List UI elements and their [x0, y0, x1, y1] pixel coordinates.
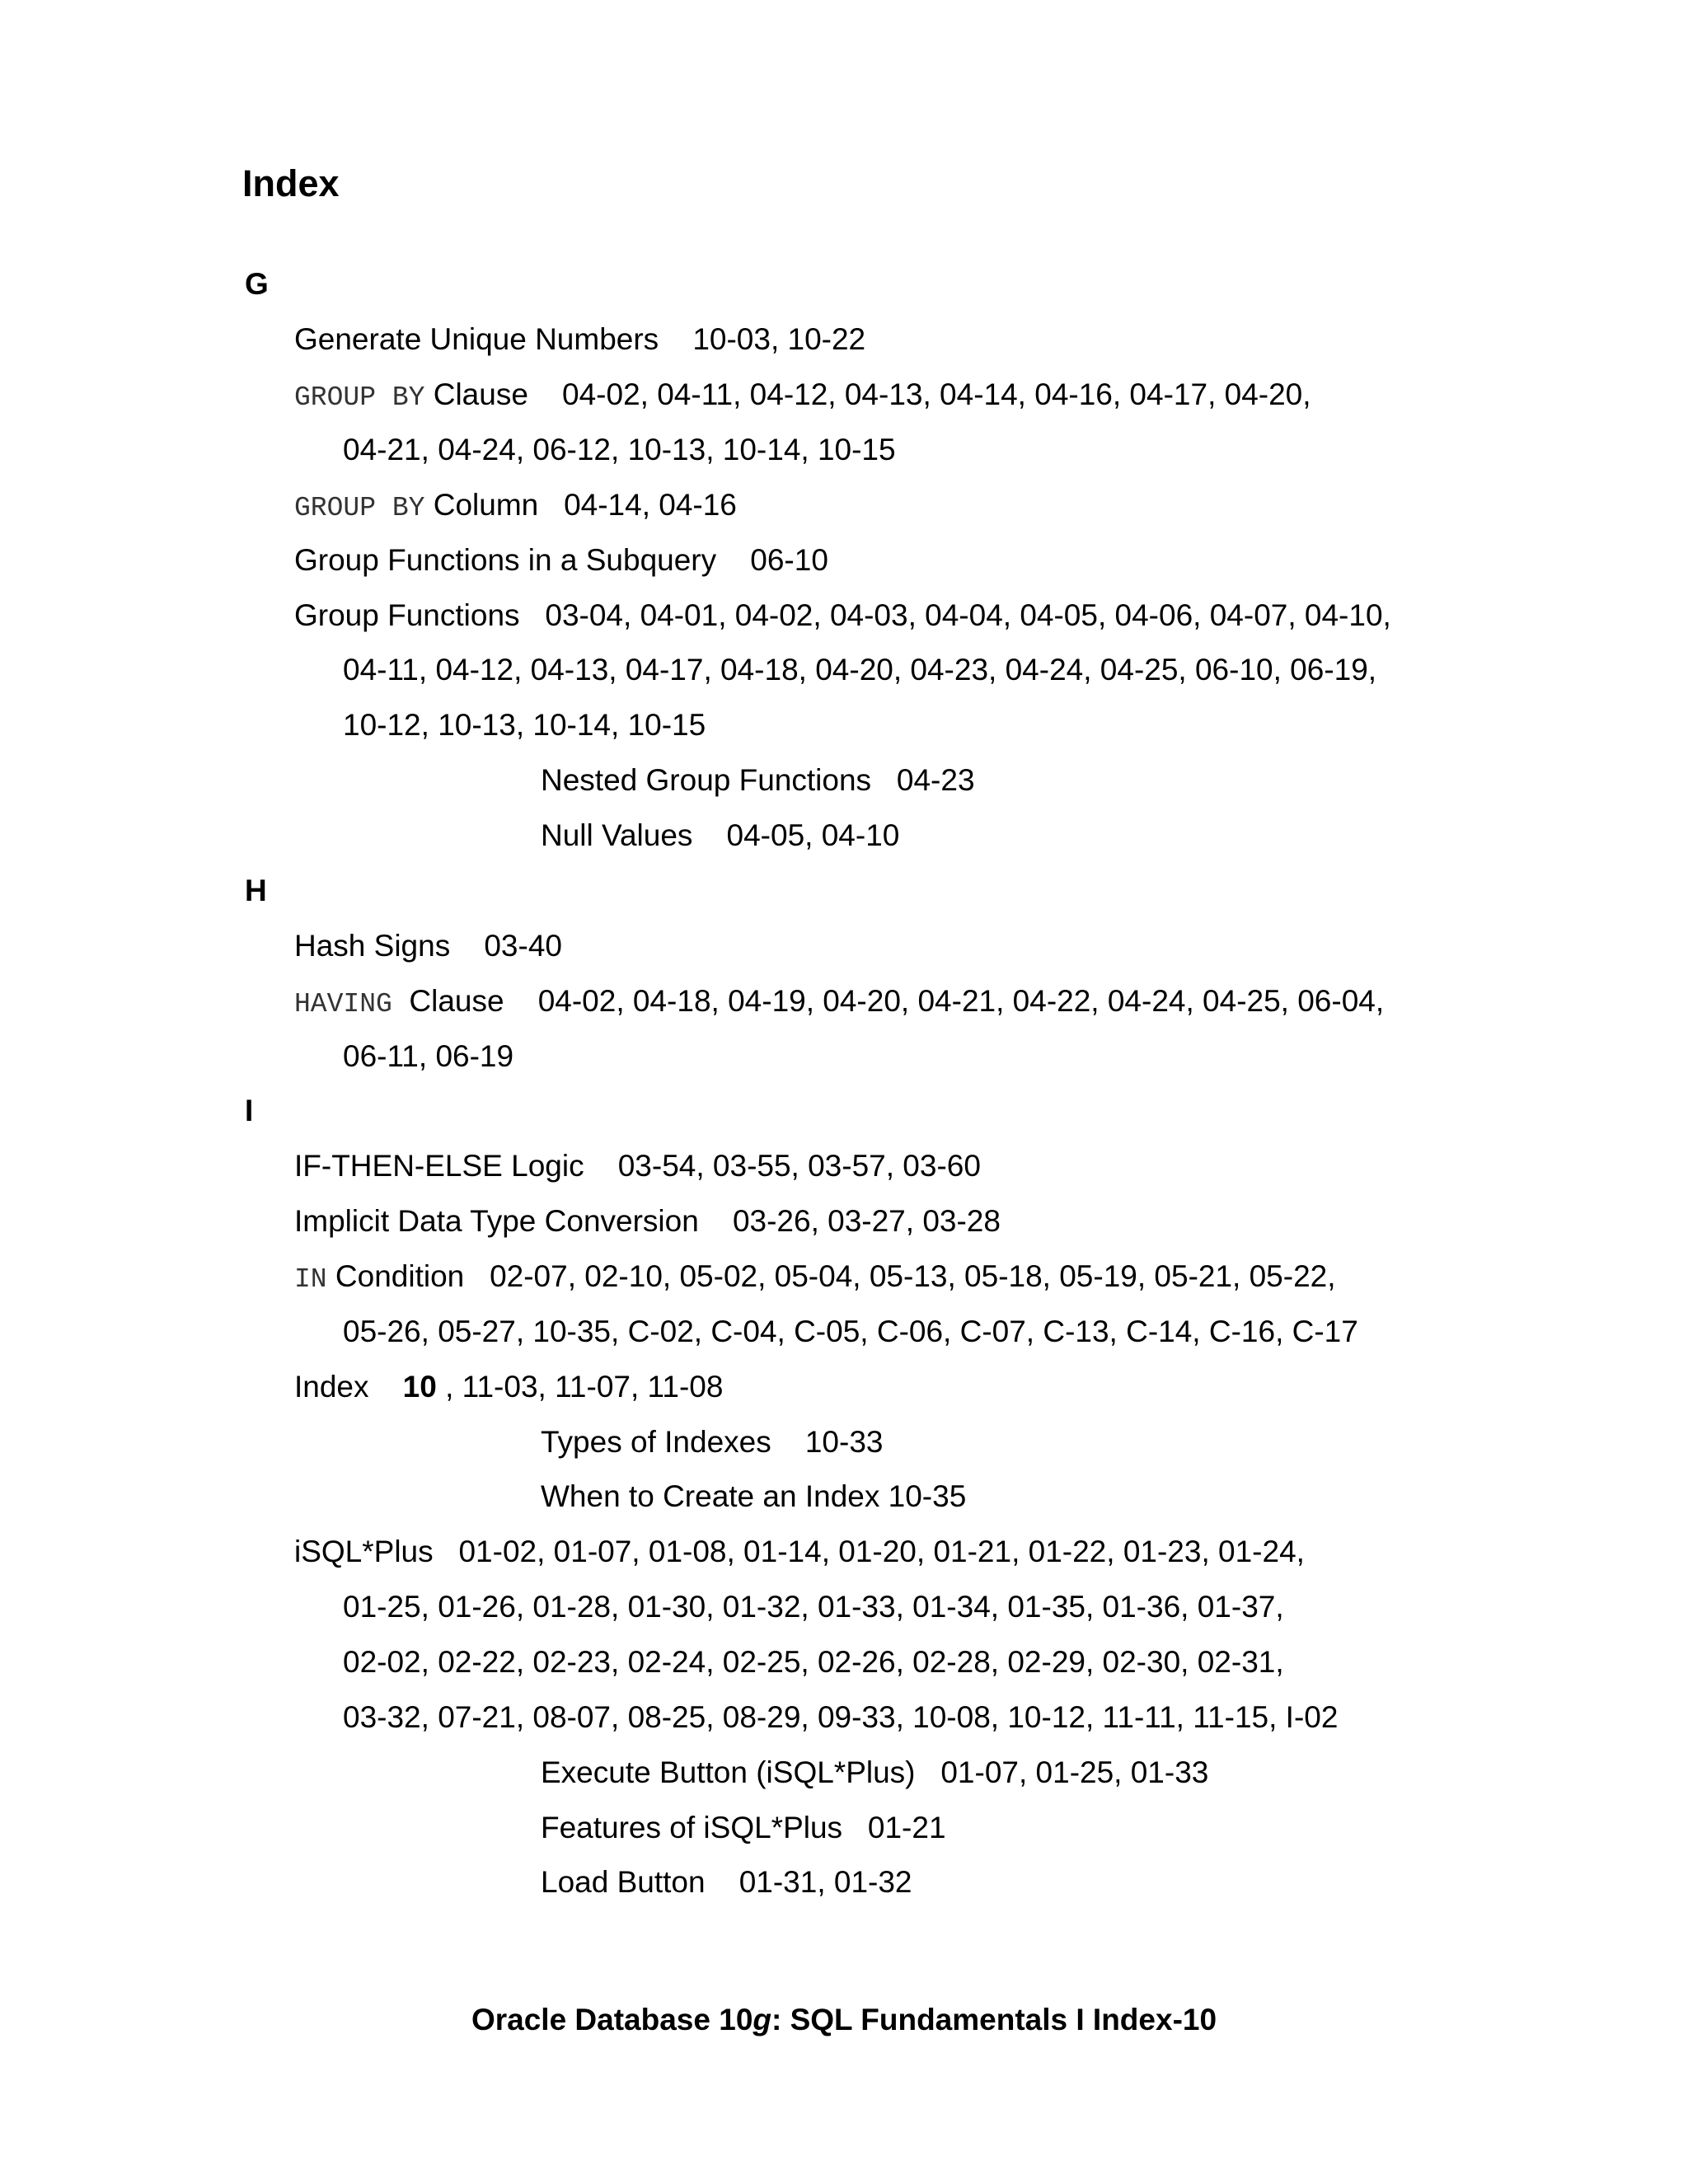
index-subentry-load-button: [541, 1867, 912, 1897]
entry-term: Clause: [409, 984, 504, 1018]
entry-code: GROUP BY: [294, 493, 425, 523]
entry-term: Load Button: [541, 1865, 706, 1899]
entry-refs-continued: 05-26, 05-27, 10-35, C-02, C-04, C-05, C-06, C-07, C-13, C-14, C-16, C-17: [343, 1315, 1358, 1348]
entry-refs: 04-05, 04-10: [726, 818, 900, 852]
entry-refs: 04-14, 04-16: [564, 488, 737, 522]
entry-refs: 10-03, 10-22: [692, 322, 866, 356]
entry-refs: 02-07, 02-10, 05-02, 05-04, 05-13, 05-18, 05-19, 05-21, 05-22,: [490, 1259, 1336, 1293]
entry-refs: , 11-03, 11-07, 11-08: [445, 1370, 724, 1404]
entry-code: HAVING: [294, 989, 392, 1019]
entry-term: Nested Group Functions: [541, 763, 872, 797]
index-entry-hash-signs: [294, 930, 562, 961]
entry-term: Features of iSQL*Plus: [541, 1811, 843, 1844]
index-entry-group-functions-subquery: [294, 545, 828, 575]
index-entry-in-condition: [294, 1261, 1336, 1293]
index-entry-having-clause: [294, 986, 1384, 1018]
entry-refs: 01-02, 01-07, 01-08, 01-14, 01-20, 01-21, 01-22, 01-23, 01-24,: [458, 1535, 1305, 1568]
page-title: Index: [242, 162, 340, 204]
index-subentry-types-of-indexes: [541, 1427, 884, 1457]
entry-refs: 03-54, 03-55, 03-57, 03-60: [617, 1149, 981, 1183]
index-entry-group-by-clause: [294, 379, 1311, 411]
entry-refs-continued: 01-25, 01-26, 01-28, 01-30, 01-32, 01-33, 01-34, 01-35, 01-36, 01-37,: [343, 1590, 1284, 1624]
entry-code: IN: [294, 1264, 327, 1295]
entry-refs: 10-35: [888, 1479, 967, 1513]
entry-refs-continued: 04-11, 04-12, 04-13, 04-17, 04-18, 04-20, 04-23, 04-24, 04-25, 06-10, 06-19,: [343, 653, 1377, 687]
section-letter-h: H: [245, 874, 267, 907]
index-subentry-when-to-create: [541, 1481, 966, 1511]
entry-term: Column: [433, 488, 539, 522]
entry-refs-continued: 02-02, 02-22, 02-23, 02-24, 02-25, 02-26, 02-28, 02-29, 02-30, 02-31,: [343, 1645, 1284, 1679]
entry-bold-ref: 10: [402, 1370, 437, 1404]
entry-term: Group Functions: [294, 598, 520, 632]
entry-term: When to Create an Index: [541, 1479, 880, 1513]
index-entry-group-by-column: [294, 490, 737, 522]
footer-prefix: Oracle Database 10: [471, 2003, 753, 2036]
entry-refs: 06-10: [750, 543, 828, 577]
entry-refs-continued: 04-21, 04-24, 06-12, 10-13, 10-14, 10-15: [343, 433, 896, 466]
entry-refs: 01-31, 01-32: [738, 1865, 912, 1899]
entry-term: Clause: [433, 377, 528, 411]
entry-refs-continued: 06-11, 06-19: [343, 1039, 514, 1073]
index-entry-index: [294, 1371, 723, 1402]
section-letter-i: I: [245, 1094, 254, 1127]
index-entry-group-functions: [294, 600, 1391, 630]
entry-term: Null Values: [541, 818, 693, 852]
index-entry-implicit-conversion: [294, 1206, 1001, 1236]
index-subentry-execute-button: [541, 1757, 1208, 1788]
entry-term: Types of Indexes: [541, 1425, 771, 1459]
entry-term: Hash Signs: [294, 929, 451, 963]
footer-suffix: : SQL Fundamentals I Index-10: [771, 2003, 1217, 2036]
entry-term: Execute Button (iSQL*Plus): [541, 1755, 916, 1789]
entry-term: Index: [294, 1370, 369, 1404]
entry-term: iSQL*Plus: [294, 1535, 434, 1568]
index-entry-generate-unique-numbers: [294, 324, 865, 354]
entry-refs: 04-02, 04-18, 04-19, 04-20, 04-21, 04-22, 04-24, 04-25, 06-04,: [537, 984, 1385, 1018]
entry-refs-continued: 03-32, 07-21, 08-07, 08-25, 08-29, 09-33, 10-08, 10-12, 11-11, 11-15, I-02: [343, 1700, 1339, 1734]
entry-term: IF-THEN-ELSE Logic: [294, 1149, 584, 1183]
page-footer: [0, 2004, 1688, 2035]
entry-term: Group Functions in a Subquery: [294, 543, 717, 577]
index-entry-if-then-else: [294, 1151, 981, 1181]
entry-refs-continued: 10-12, 10-13, 10-14, 10-15: [343, 708, 706, 742]
entry-refs: 01-21: [867, 1811, 946, 1844]
entry-code: GROUP BY: [294, 382, 425, 413]
entry-term: Implicit Data Type Conversion: [294, 1204, 699, 1238]
entry-refs: 03-40: [484, 929, 562, 963]
index-subentry-features: [541, 1812, 946, 1843]
entry-refs: 04-23: [896, 763, 975, 797]
entry-refs: 03-04, 04-01, 04-02, 04-03, 04-04, 04-05, 04-06, 04-07, 04-10,: [545, 598, 1391, 632]
entry-refs: 10-33: [804, 1425, 884, 1459]
footer-italic: g: [753, 2003, 771, 2036]
index-entry-isqlplus: [294, 1536, 1305, 1567]
index-subentry-nested-group-functions: [541, 765, 975, 795]
entry-term: Generate Unique Numbers: [294, 322, 659, 356]
index-subentry-null-values: [541, 820, 899, 851]
entry-term: Condition: [335, 1259, 465, 1293]
entry-refs: 04-02, 04-11, 04-12, 04-13, 04-14, 04-16, 04-17, 04-20,: [562, 377, 1311, 411]
section-letter-g: G: [245, 267, 269, 301]
entry-refs: 01-07, 01-25, 01-33: [940, 1755, 1209, 1789]
entry-refs: 03-26, 03-27, 03-28: [732, 1204, 1001, 1238]
